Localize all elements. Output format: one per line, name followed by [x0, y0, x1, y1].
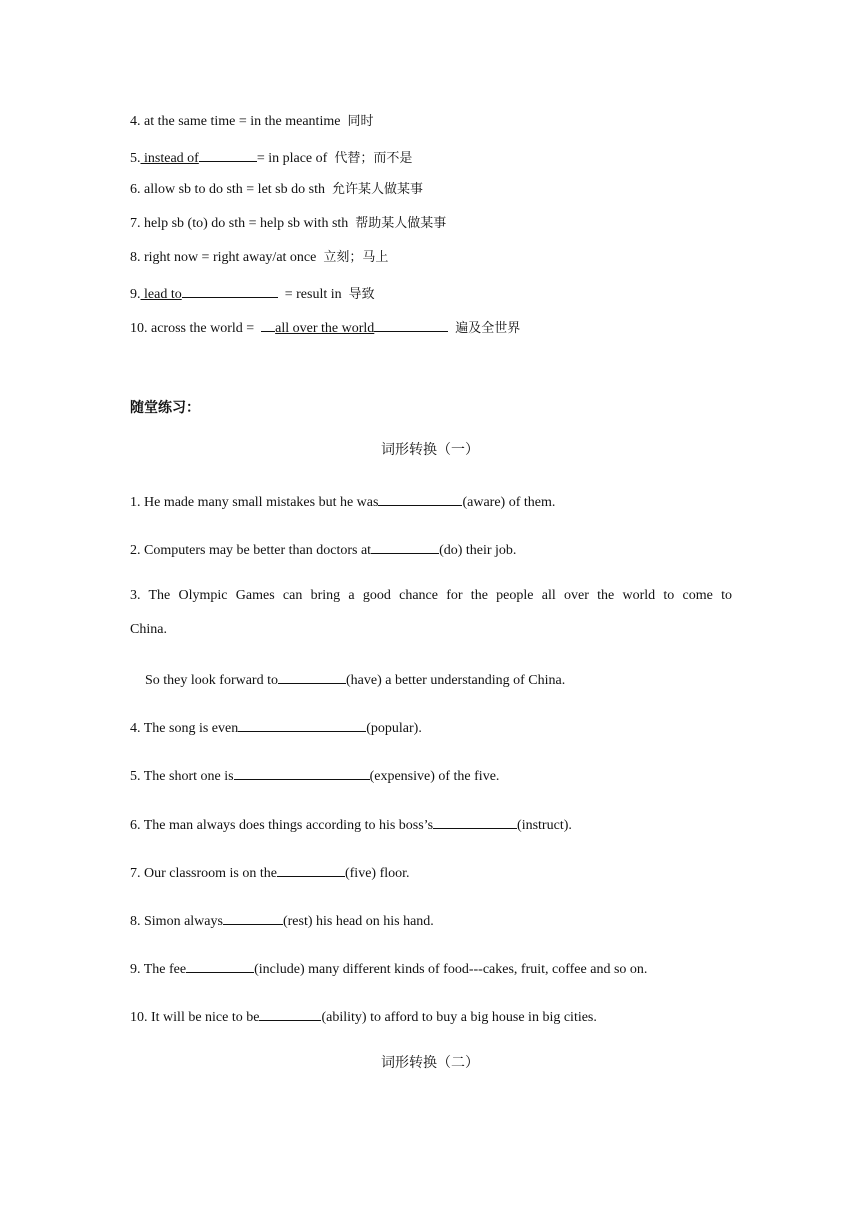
- section-title-1: 词形转换（一）: [381, 442, 479, 458]
- exercise-3-line-3: So they look forward to (have) a better understanding of China.: [145, 669, 565, 690]
- exercise-2: 2. Computers may be better than doctors at (do) their job.: [130, 539, 516, 560]
- exercise-4: 4. The song is even (popular).: [130, 717, 422, 738]
- answer-blank[interactable]: [223, 910, 283, 925]
- phrase-9: 9. lead to = result in 导致: [130, 283, 375, 304]
- phrase-8: 8. right now = right away/at once 立刻；马上: [130, 250, 389, 265]
- answer-blank[interactable]: [234, 765, 370, 780]
- phrase-5-answer: instead of: [141, 151, 257, 166]
- answer-blank[interactable]: [259, 1006, 321, 1021]
- answer-blank[interactable]: [378, 491, 462, 506]
- exercise-3-line-2: China.: [130, 622, 167, 637]
- phrase-5: 5. instead of = in place of 代替；而不是: [130, 147, 412, 168]
- exercise-5: 5. The short one is (expensive) of the five.: [130, 765, 499, 786]
- answer-blank[interactable]: [278, 669, 346, 684]
- exercise-1: 1. He made many small mistakes but he was (aware) of them.: [130, 491, 555, 512]
- answer-blank[interactable]: [238, 717, 366, 732]
- exercise-8: 8. Simon always (rest) his head on his hand.: [130, 910, 434, 931]
- answer-blank[interactable]: [277, 862, 345, 877]
- exercise-10: 10. It will be nice to be (ability) to afford to buy a big house in big cities.: [130, 1006, 597, 1027]
- phrase-10-answer: all over the world: [261, 321, 448, 336]
- practice-heading: 随堂练习：: [130, 400, 200, 416]
- phrase-4: 4. at the same time = in the meantime 同时: [130, 114, 374, 129]
- exercise-3-line-1: 3. The Olympic Games can bring a good chance for the people all over the world to come to: [130, 588, 732, 603]
- phrase-10: 10. across the world = all over the world 遍及全世界: [130, 317, 520, 338]
- exercise-9: 9. The fee (include) many different kinds of food---cakes, fruit, coffee and so on.: [130, 958, 647, 979]
- exercise-6: 6. The man always does things according to his boss’s (instruct).: [130, 814, 572, 835]
- exercise-7: 7. Our classroom is on the (five) floor.: [130, 862, 410, 883]
- section-title-2: 词形转换（二）: [381, 1055, 479, 1071]
- answer-blank[interactable]: [371, 539, 439, 554]
- phrase-9-answer: lead to: [141, 287, 278, 302]
- phrase-6: 6. allow sb to do sth = let sb do sth 允许某人做某事: [130, 182, 423, 197]
- answer-blank[interactable]: [433, 814, 517, 829]
- answer-blank[interactable]: [186, 958, 254, 973]
- phrase-7: 7. help sb (to) do sth = help sb with sth 帮助某人做某事: [130, 216, 447, 231]
